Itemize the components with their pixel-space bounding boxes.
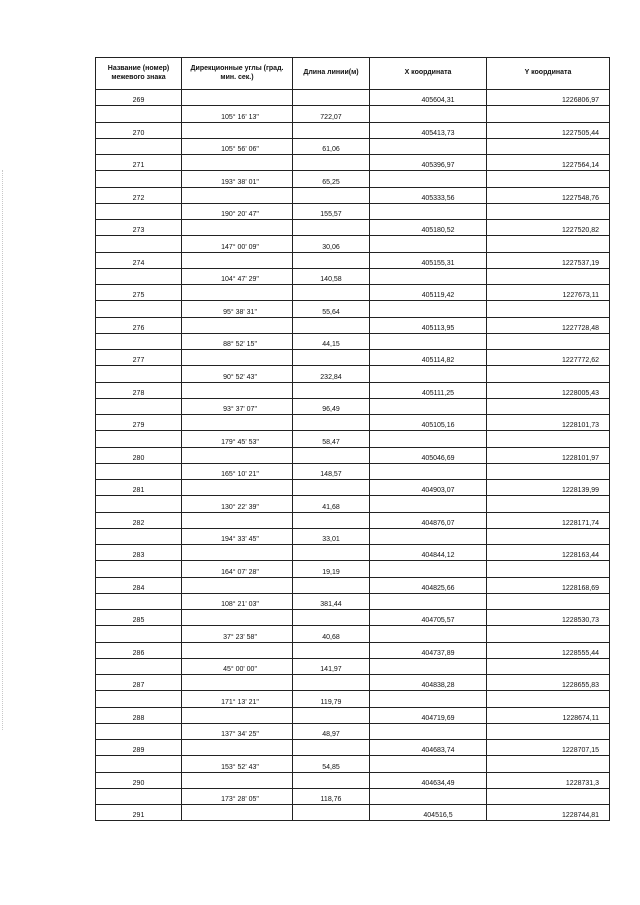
cell-y [487, 561, 610, 577]
table-row [96, 171, 610, 187]
cell-angle: 147° 00' 09" [182, 236, 293, 252]
table-row [96, 675, 610, 691]
cell-y: 1227548,76 [487, 187, 610, 203]
cell-angle [182, 610, 293, 626]
cell-name [96, 593, 182, 609]
cell-x: 404705,57 [370, 610, 487, 626]
cell-name: 283 [96, 545, 182, 561]
boundary-coordinates-table [95, 57, 610, 821]
table-row [96, 642, 610, 658]
cell-angle [182, 187, 293, 203]
cell-name: 276 [96, 317, 182, 333]
cell-length: 232,84 [293, 366, 370, 382]
cell-y: 1228744,81 [487, 805, 610, 821]
cell-x [370, 561, 487, 577]
cell-y [487, 463, 610, 479]
cell-x: 404634,49 [370, 772, 487, 788]
table-row [96, 415, 610, 431]
cell-length [293, 155, 370, 171]
cell-name [96, 203, 182, 219]
cell-length: 96,49 [293, 398, 370, 414]
table-row [96, 756, 610, 772]
cell-length: 119,79 [293, 691, 370, 707]
table-row [96, 805, 610, 821]
cell-angle: 153° 52' 43" [182, 756, 293, 772]
cell-x: 404825,66 [370, 577, 487, 593]
cell-y [487, 203, 610, 219]
cell-name [96, 398, 182, 414]
cell-name [96, 138, 182, 154]
cell-x: 405155,31 [370, 252, 487, 268]
cell-name: 282 [96, 512, 182, 528]
cell-x: 405604,31 [370, 90, 487, 106]
cell-angle [182, 512, 293, 528]
cell-angle: 194° 33' 45" [182, 528, 293, 544]
cell-name [96, 658, 182, 674]
cell-angle [182, 285, 293, 301]
table-row [96, 268, 610, 284]
table-row [96, 317, 610, 333]
cell-x [370, 658, 487, 674]
cell-y [487, 723, 610, 739]
cell-length [293, 805, 370, 821]
cell-name [96, 301, 182, 317]
cell-x [370, 268, 487, 284]
cell-length: 33,01 [293, 528, 370, 544]
cell-angle [182, 642, 293, 658]
cell-length: 19,19 [293, 561, 370, 577]
table-row [96, 382, 610, 398]
cell-y [487, 366, 610, 382]
table-row [96, 788, 610, 804]
cell-y: 1228674,11 [487, 707, 610, 723]
cell-name: 287 [96, 675, 182, 691]
cell-y [487, 528, 610, 544]
cell-name [96, 463, 182, 479]
cell-x: 405396,97 [370, 155, 487, 171]
table-row [96, 252, 610, 268]
cell-length [293, 350, 370, 366]
cell-length: 141,97 [293, 658, 370, 674]
table-row [96, 658, 610, 674]
cell-y [487, 171, 610, 187]
cell-length [293, 382, 370, 398]
cell-name [96, 691, 182, 707]
cell-angle: 190° 20' 47" [182, 203, 293, 219]
cell-name: 270 [96, 122, 182, 138]
table-row [96, 707, 610, 723]
table-row [96, 480, 610, 496]
cell-y [487, 398, 610, 414]
table-row [96, 350, 610, 366]
table-row [96, 431, 610, 447]
cell-y: 1227728,48 [487, 317, 610, 333]
cell-name [96, 366, 182, 382]
table-row [96, 285, 610, 301]
cell-length [293, 252, 370, 268]
cell-length [293, 610, 370, 626]
cell-length: 381,44 [293, 593, 370, 609]
cell-length [293, 90, 370, 106]
cell-x [370, 366, 487, 382]
cell-x [370, 333, 487, 349]
cell-length [293, 545, 370, 561]
cell-length: 140,58 [293, 268, 370, 284]
cell-name [96, 431, 182, 447]
cell-x [370, 788, 487, 804]
cell-angle: 37° 23' 58" [182, 626, 293, 642]
cell-x [370, 723, 487, 739]
cell-y: 1228171,74 [487, 512, 610, 528]
cell-length [293, 707, 370, 723]
cell-name [96, 528, 182, 544]
cell-x: 405333,56 [370, 187, 487, 203]
cell-length: 44,15 [293, 333, 370, 349]
cell-angle: 173° 28' 05" [182, 788, 293, 804]
cell-y [487, 496, 610, 512]
table-row [96, 528, 610, 544]
cell-y: 1228707,15 [487, 740, 610, 756]
header-y: Y координата [487, 58, 610, 90]
cell-y [487, 333, 610, 349]
cell-x [370, 398, 487, 414]
cell-length: 54,85 [293, 756, 370, 772]
header-angles: Дирекционные углы (град. мин. сек.) [182, 58, 293, 90]
cell-name: 291 [96, 805, 182, 821]
cell-y [487, 431, 610, 447]
table-row [96, 723, 610, 739]
cell-length [293, 480, 370, 496]
cell-y [487, 301, 610, 317]
table-header-row [96, 58, 610, 90]
cell-length [293, 447, 370, 463]
cell-name [96, 561, 182, 577]
cell-name: 286 [96, 642, 182, 658]
cell-name: 273 [96, 220, 182, 236]
cell-name: 284 [96, 577, 182, 593]
cell-name: 288 [96, 707, 182, 723]
cell-angle [182, 740, 293, 756]
cell-angle [182, 90, 293, 106]
table-row [96, 561, 610, 577]
cell-length: 40,68 [293, 626, 370, 642]
cell-x: 404683,74 [370, 740, 487, 756]
cell-x: 404838,28 [370, 675, 487, 691]
cell-y [487, 236, 610, 252]
cell-name: 285 [96, 610, 182, 626]
cell-name [96, 333, 182, 349]
cell-length: 55,64 [293, 301, 370, 317]
cell-angle [182, 675, 293, 691]
cell-name [96, 106, 182, 122]
cell-y [487, 593, 610, 609]
cell-angle: 108° 21' 03" [182, 593, 293, 609]
table-row [96, 122, 610, 138]
cell-name [96, 626, 182, 642]
cell-angle: 105° 56' 06" [182, 138, 293, 154]
cell-angle: 179° 45' 53" [182, 431, 293, 447]
cell-x [370, 626, 487, 642]
cell-length: 48,97 [293, 723, 370, 739]
cell-angle: 105° 16' 13" [182, 106, 293, 122]
cell-x [370, 496, 487, 512]
cell-x: 405046,69 [370, 447, 487, 463]
cell-y: 1228101,97 [487, 447, 610, 463]
cell-x: 405180,52 [370, 220, 487, 236]
cell-length: 118,76 [293, 788, 370, 804]
cell-y: 1228168,69 [487, 577, 610, 593]
cell-y: 1228005,43 [487, 382, 610, 398]
table-row [96, 593, 610, 609]
cell-angle [182, 252, 293, 268]
cell-x [370, 463, 487, 479]
cell-y [487, 691, 610, 707]
cell-length [293, 187, 370, 203]
table-body [96, 90, 610, 821]
cell-y: 1228139,99 [487, 480, 610, 496]
table-row [96, 187, 610, 203]
cell-y: 1227772,62 [487, 350, 610, 366]
cell-x: 404719,69 [370, 707, 487, 723]
cell-angle: 137° 34' 25" [182, 723, 293, 739]
cell-angle: 45° 00' 00" [182, 658, 293, 674]
cell-angle [182, 577, 293, 593]
cell-x: 405113,95 [370, 317, 487, 333]
cell-angle: 171° 13' 21" [182, 691, 293, 707]
table-row [96, 447, 610, 463]
cell-y [487, 788, 610, 804]
table-row [96, 333, 610, 349]
cell-name: 281 [96, 480, 182, 496]
cell-x: 405413,73 [370, 122, 487, 138]
cell-name [96, 236, 182, 252]
cell-angle [182, 707, 293, 723]
cell-angle [182, 350, 293, 366]
cell-x [370, 691, 487, 707]
header-name: Название (номер) межевого знака [96, 58, 182, 90]
cell-x [370, 138, 487, 154]
cell-x: 404903,07 [370, 480, 487, 496]
cell-angle: 93° 37' 07" [182, 398, 293, 414]
cell-angle [182, 317, 293, 333]
cell-y: 1227505,44 [487, 122, 610, 138]
cell-angle [182, 382, 293, 398]
cell-y [487, 268, 610, 284]
cell-name: 280 [96, 447, 182, 463]
cell-y: 1227520,82 [487, 220, 610, 236]
table-row [96, 512, 610, 528]
table-row [96, 203, 610, 219]
cell-angle: 88° 52' 15" [182, 333, 293, 349]
table-row [96, 740, 610, 756]
table-row [96, 106, 610, 122]
cell-angle: 104° 47' 29" [182, 268, 293, 284]
cell-y: 1228731,3 [487, 772, 610, 788]
cell-length [293, 220, 370, 236]
cell-length: 58,47 [293, 431, 370, 447]
cell-y [487, 658, 610, 674]
cell-x: 405114,82 [370, 350, 487, 366]
cell-y: 1228101,73 [487, 415, 610, 431]
cell-x [370, 203, 487, 219]
cell-angle [182, 545, 293, 561]
cell-x: 405119,42 [370, 285, 487, 301]
cell-name: 289 [96, 740, 182, 756]
cell-angle [182, 415, 293, 431]
cell-name [96, 171, 182, 187]
table-row [96, 138, 610, 154]
table-row [96, 610, 610, 626]
cell-length: 155,57 [293, 203, 370, 219]
cell-y [487, 106, 610, 122]
cell-angle [182, 447, 293, 463]
cell-angle [182, 480, 293, 496]
cell-x [370, 301, 487, 317]
cell-y: 1228163,44 [487, 545, 610, 561]
cell-name: 279 [96, 415, 182, 431]
cell-length [293, 415, 370, 431]
cell-length: 41,68 [293, 496, 370, 512]
cell-length [293, 317, 370, 333]
cell-x: 404844,12 [370, 545, 487, 561]
table-row [96, 301, 610, 317]
cell-name: 278 [96, 382, 182, 398]
cell-x: 405105,16 [370, 415, 487, 431]
cell-x [370, 171, 487, 187]
cell-x [370, 431, 487, 447]
cell-length [293, 122, 370, 138]
cell-angle [182, 805, 293, 821]
cell-y: 1227564,14 [487, 155, 610, 171]
cell-x [370, 593, 487, 609]
cell-name: 269 [96, 90, 182, 106]
table-row [96, 155, 610, 171]
scan-edge-dots [2, 170, 7, 730]
cell-y: 1228530,73 [487, 610, 610, 626]
table-row [96, 366, 610, 382]
cell-angle: 165° 10' 21" [182, 463, 293, 479]
cell-x: 404737,89 [370, 642, 487, 658]
cell-name [96, 756, 182, 772]
cell-length [293, 285, 370, 301]
header-x: X координата [370, 58, 487, 90]
table-row [96, 236, 610, 252]
cell-x [370, 756, 487, 772]
cell-y: 1227673,11 [487, 285, 610, 301]
cell-x: 404876,07 [370, 512, 487, 528]
cell-y: 1228655,83 [487, 675, 610, 691]
cell-angle [182, 122, 293, 138]
cell-angle: 193° 38' 01" [182, 171, 293, 187]
cell-name: 290 [96, 772, 182, 788]
cell-name: 274 [96, 252, 182, 268]
cell-length [293, 675, 370, 691]
cell-angle: 130° 22' 39" [182, 496, 293, 512]
cell-angle [182, 220, 293, 236]
table-row [96, 626, 610, 642]
cell-length [293, 512, 370, 528]
cell-name [96, 723, 182, 739]
table-row [96, 577, 610, 593]
cell-length [293, 772, 370, 788]
table-row [96, 220, 610, 236]
cell-angle [182, 772, 293, 788]
table-row [96, 463, 610, 479]
cell-x [370, 236, 487, 252]
cell-length: 61,06 [293, 138, 370, 154]
cell-length [293, 577, 370, 593]
table-row [96, 772, 610, 788]
table-row [96, 545, 610, 561]
cell-x [370, 528, 487, 544]
cell-y [487, 626, 610, 642]
cell-name [96, 788, 182, 804]
table-row [96, 90, 610, 106]
header-length: Длина линии(м) [293, 58, 370, 90]
cell-x: 404516,5 [370, 805, 487, 821]
cell-name [96, 268, 182, 284]
table-row [96, 496, 610, 512]
table-row [96, 398, 610, 414]
cell-x [370, 106, 487, 122]
cell-name: 272 [96, 187, 182, 203]
cell-angle [182, 155, 293, 171]
cell-name: 275 [96, 285, 182, 301]
cell-length: 722,07 [293, 106, 370, 122]
cell-y: 1228555,44 [487, 642, 610, 658]
cell-angle: 95° 38' 31" [182, 301, 293, 317]
cell-name: 271 [96, 155, 182, 171]
cell-length: 148,57 [293, 463, 370, 479]
cell-length [293, 642, 370, 658]
cell-y: 1226806,97 [487, 90, 610, 106]
cell-length [293, 740, 370, 756]
cell-y: 1227537,19 [487, 252, 610, 268]
cell-length: 30,06 [293, 236, 370, 252]
cell-y [487, 756, 610, 772]
cell-x: 405111,25 [370, 382, 487, 398]
cell-name [96, 496, 182, 512]
cell-y [487, 138, 610, 154]
cell-angle: 90° 52' 43" [182, 366, 293, 382]
cell-name: 277 [96, 350, 182, 366]
cell-length: 65,25 [293, 171, 370, 187]
cell-angle: 164° 07' 28" [182, 561, 293, 577]
table-row [96, 691, 610, 707]
